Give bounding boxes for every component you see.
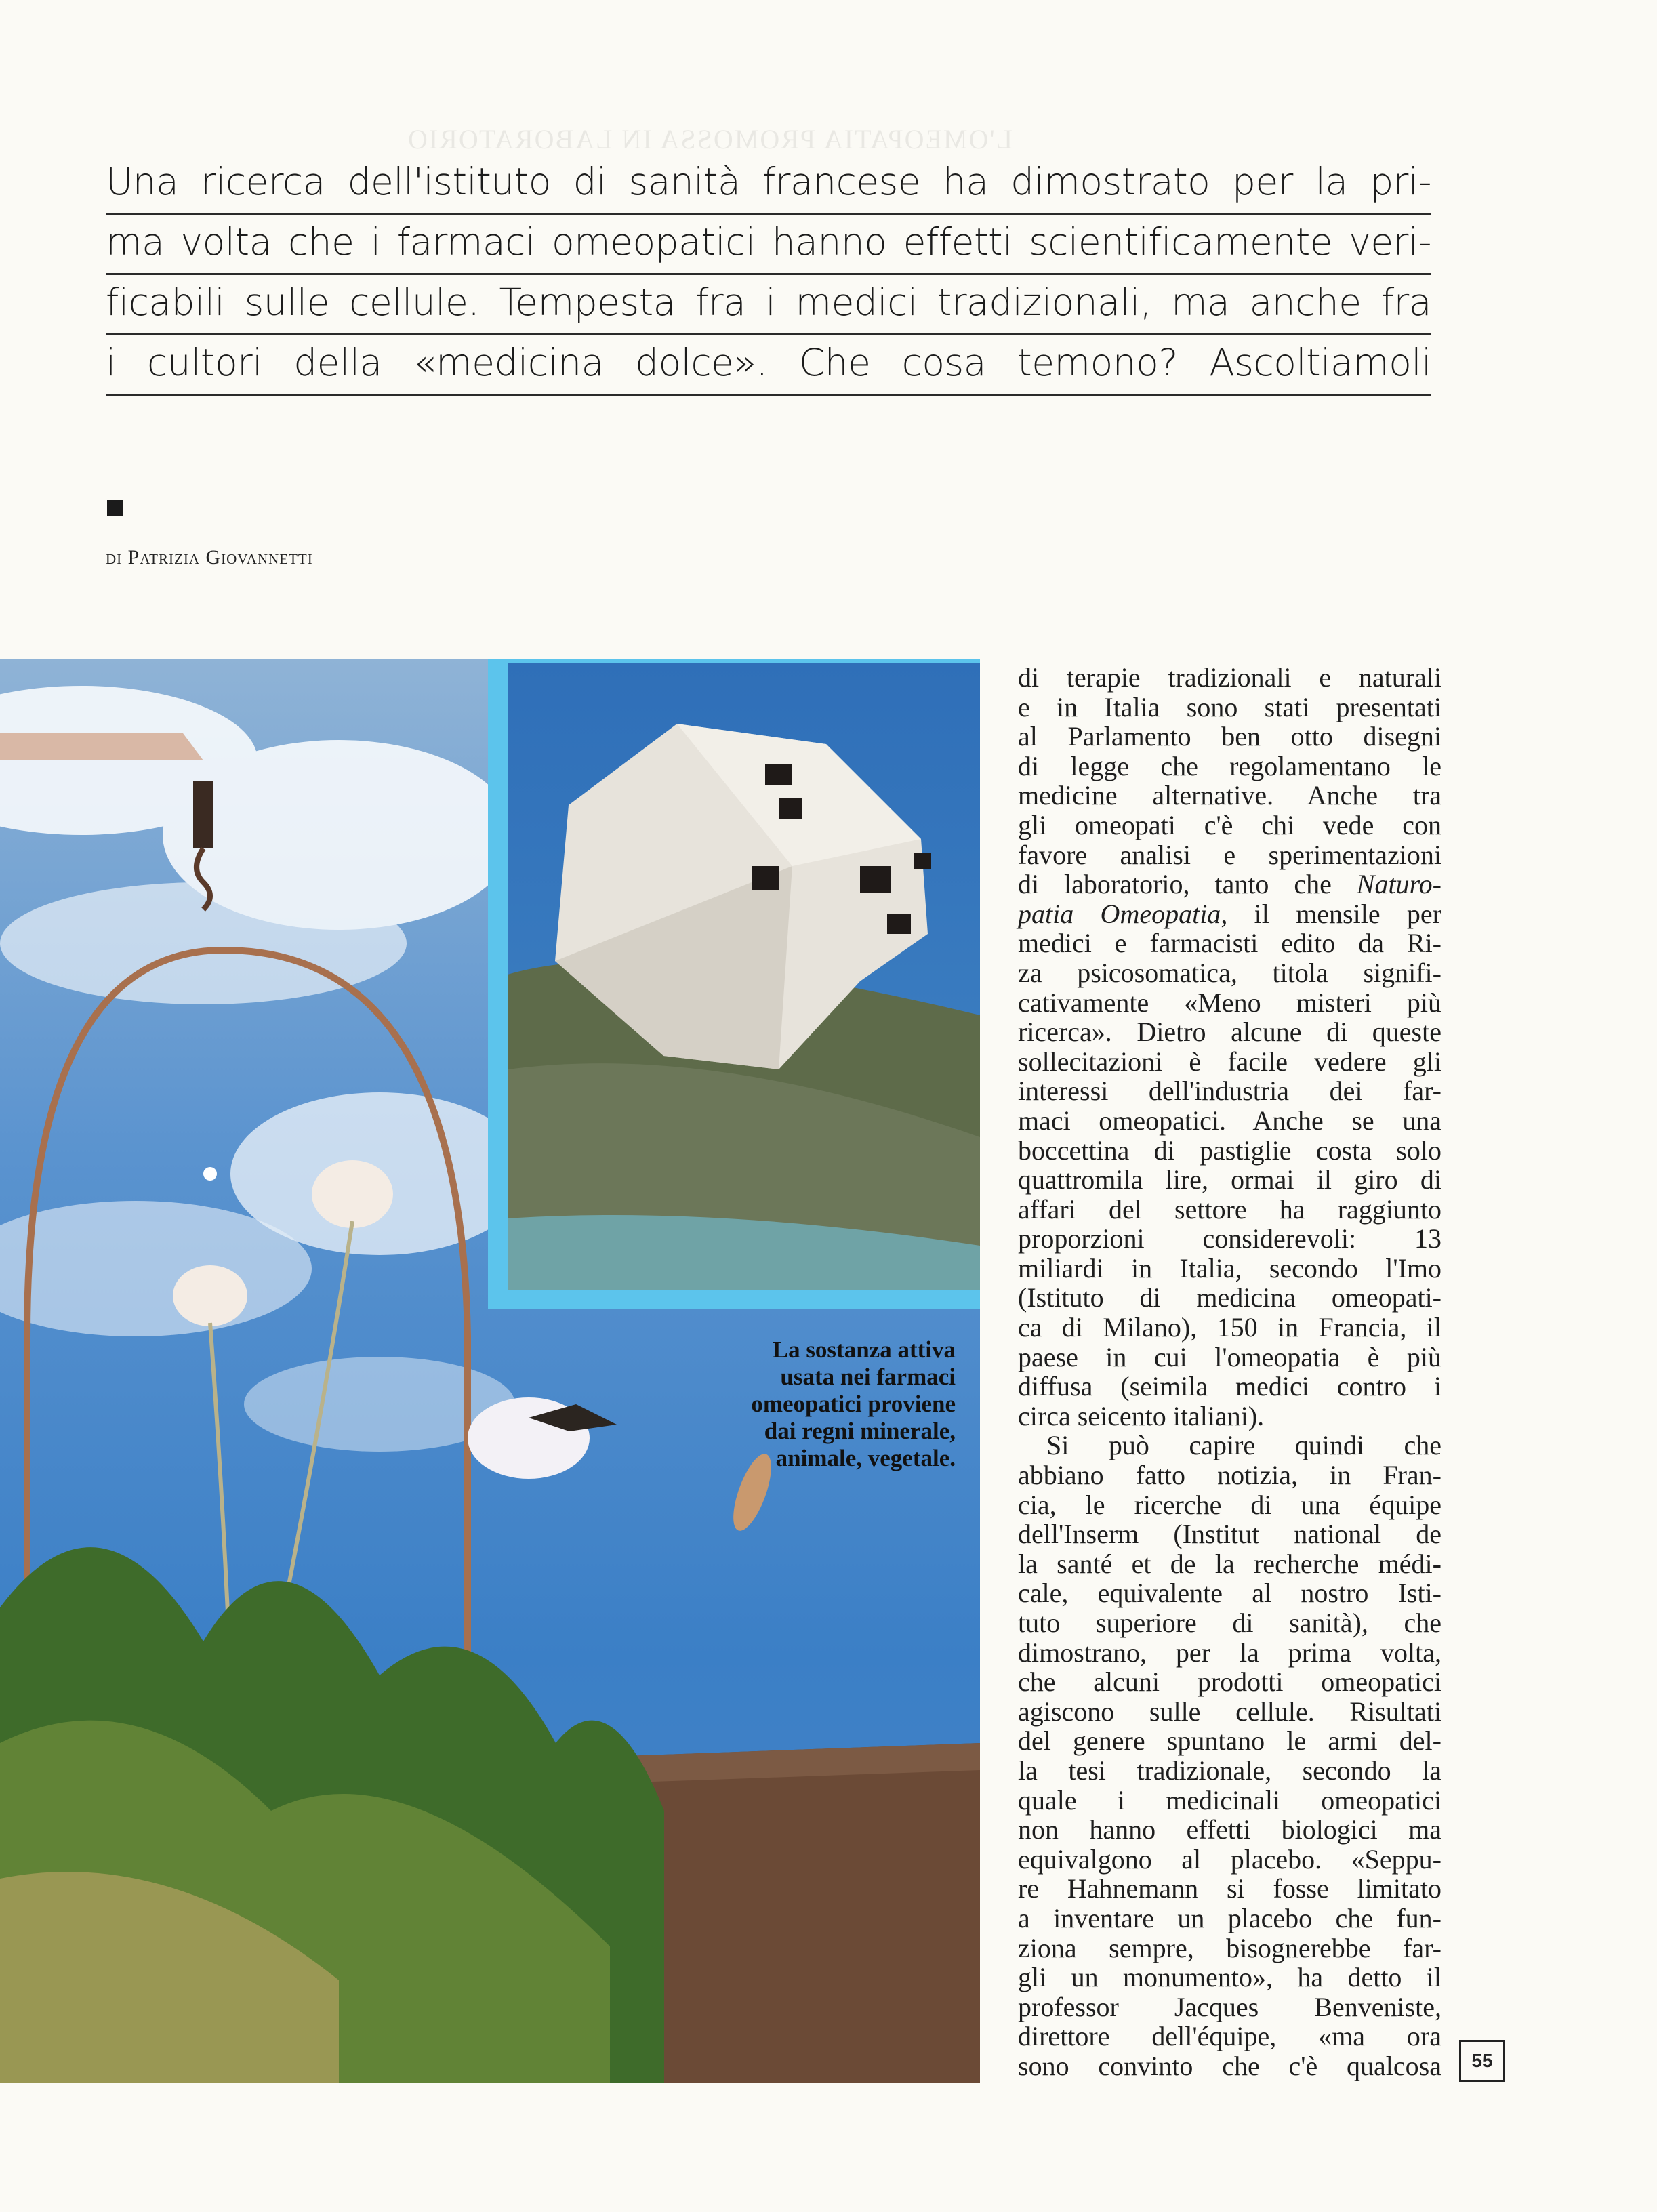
body-text-line: professor Jacques Benveniste, xyxy=(1018,1991,1441,2022)
body-text-line: gli omeopati c'è chi vede con xyxy=(1018,809,1441,840)
body-text-line: equivalgono al placebo. «Seppu- xyxy=(1018,1843,1441,1875)
illustration-photo xyxy=(0,659,980,2083)
body-text-line: direttore dell'équipe, «ma ora xyxy=(1018,2021,1441,2052)
body-text-line: del genere spuntano le armi del- xyxy=(1018,1725,1441,1757)
body-text-line: medici e farmacisti edito da Ri- xyxy=(1018,928,1441,959)
hanging-clip xyxy=(193,781,213,848)
body-text-line: la santé et de la recherche médi- xyxy=(1018,1548,1441,1579)
article-deck xyxy=(106,155,1431,396)
body-column xyxy=(1018,663,1441,2081)
body-text-line: sollecitazioni è facile vedere gli xyxy=(1018,1046,1441,1077)
deck-line: ficabili sulle cellule. Tempesta fra i medici tradizionali, ma anche fra xyxy=(106,275,1431,335)
body-text-line: miliardi in Italia, secondo l'Imo xyxy=(1018,1252,1441,1284)
body-text-line: la tesi tradizionale, secondo la xyxy=(1018,1755,1441,1786)
mineral-inset-photo xyxy=(508,663,980,1290)
body-text-line: ricerca». Dietro alcune di queste xyxy=(1018,1017,1441,1048)
body-text-line: cia, le ricerche di una équipe xyxy=(1018,1489,1441,1520)
dandelion-puff xyxy=(173,1265,247,1326)
body-text-line: Si può capire quindi che xyxy=(1046,1430,1441,1461)
body-text-line: abbiano fatto notizia, in Fran- xyxy=(1018,1460,1441,1491)
body-text-line: proporzioni considerevoli: 13 xyxy=(1018,1223,1441,1254)
body-text-line: al Parlamento ben otto disegni xyxy=(1018,721,1441,752)
body-text-line: agiscono sulle cellule. Risultati xyxy=(1018,1696,1441,1727)
body-text-line: medicine alternative. Anche tra xyxy=(1018,780,1441,811)
byline: di Patrizia Giovannetti xyxy=(106,546,313,569)
deck-line: Una ricerca dell'istituto di sanità francese ha dimostrato per la pri- xyxy=(106,155,1431,215)
body-text-line: dimostrano, per la prima volta, xyxy=(1018,1637,1441,1668)
deck-line: i cultori della «medicina dolce». Che cosa temono? Ascoltiamoli xyxy=(106,335,1431,396)
body-text-line: affari del settore ha raggiunto xyxy=(1018,1193,1441,1225)
body-text-line: paese in cui l'omeopatia è più xyxy=(1018,1341,1441,1372)
body-text-line: di legge che regolamentano le xyxy=(1018,750,1441,781)
body-text-line: patia Omeopatia, il mensile per xyxy=(1018,898,1441,929)
deck-line: ma volta che i farmaci omeopatici hanno effetti scientificamente veri- xyxy=(106,215,1431,275)
body-text-line: re Hahnemann si fosse limitato xyxy=(1018,1873,1441,1904)
caption-line: La sostanza attiva xyxy=(772,1336,956,1363)
body-text-line: ziona sempre, bisognerebbe far- xyxy=(1018,1932,1441,1963)
caption-line: dai regni minerale, xyxy=(764,1418,956,1444)
body-text-line: diffusa (seimila medici contro i xyxy=(1018,1371,1441,1402)
body-text-line: circa seicento italiani). xyxy=(1018,1400,1265,1431)
body-text-line: favore analisi e sperimentazioni xyxy=(1018,839,1441,870)
body-text-line: interessi dell'industria dei far- xyxy=(1018,1076,1441,1107)
page-number: 55 xyxy=(1459,2040,1505,2082)
body-text-line: di laboratorio, tanto che Naturo- xyxy=(1018,869,1441,900)
body-text-line: sono convinto che c'è qualcosa xyxy=(1018,2050,1441,2081)
body-text-line: gli un monumento», ha detto il xyxy=(1018,1962,1441,1993)
body-text-line: di terapie tradizionali e naturali xyxy=(1018,662,1441,693)
body-text-line: cale, equivalente al nostro Isti- xyxy=(1018,1578,1441,1609)
caption-line: usata nei farmaci xyxy=(780,1364,956,1390)
body-text-line: non hanno effetti biologici ma xyxy=(1018,1814,1441,1845)
mineral-crystal-illustration xyxy=(508,663,980,1290)
body-text-line: (Istituto di medicina omeopati- xyxy=(1018,1282,1441,1313)
caption-line: animale, vegetale. xyxy=(775,1445,956,1471)
body-text-line: quale i medicinali omeopatici xyxy=(1018,1784,1441,1816)
body-text-line: dell'Inserm (Institut national de xyxy=(1018,1519,1441,1550)
body-text-line: che alcuni prodotti omeopatici xyxy=(1018,1666,1441,1698)
body-text-line: boccettina di pastiglie costa solo xyxy=(1018,1134,1441,1166)
body-text-line: e in Italia sono stati presentati xyxy=(1018,691,1441,722)
dandelion-puff xyxy=(312,1160,393,1228)
body-text-line: a inventare un placebo che fun- xyxy=(1018,1902,1441,1933)
body-text-line: maci omeopatici. Anche se una xyxy=(1018,1105,1441,1136)
caption-line: omeopatici proviene xyxy=(751,1391,956,1417)
square-bullet xyxy=(107,500,123,516)
body-text-line: cativamente «Meno misteri più xyxy=(1018,987,1441,1018)
body-text-line: ca di Milano), 150 in Francia, il xyxy=(1018,1312,1441,1343)
body-text-line: quattromila lire, ormai il giro di xyxy=(1018,1164,1441,1195)
body-text-line: tuto superiore di sanità), che xyxy=(1018,1607,1441,1638)
photo-caption xyxy=(684,1336,956,1472)
body-text-line: za psicosomatica, titola signifi- xyxy=(1018,957,1441,988)
bleed-through-header: L'OMEOPATIA PROMOSSA IN LABORATORIO xyxy=(407,124,1013,155)
